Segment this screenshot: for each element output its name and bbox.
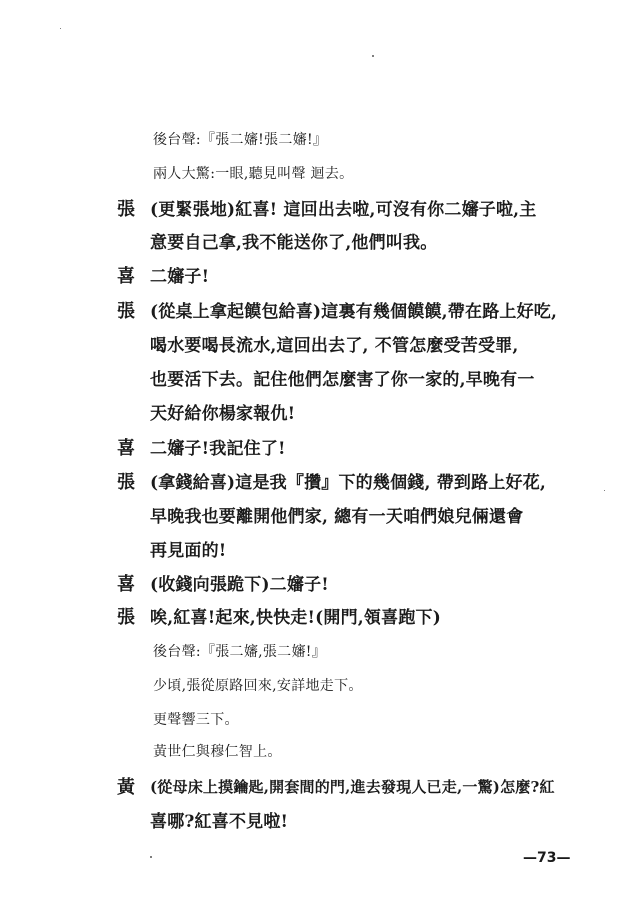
speaker-label: 黃 bbox=[117, 777, 135, 798]
scan-speck bbox=[60, 28, 61, 29]
scan-speck bbox=[604, 490, 605, 491]
speaker-label: 喜 bbox=[117, 438, 135, 459]
stage-direction: 更聲響三下。 bbox=[153, 712, 239, 728]
page-number: —73— bbox=[523, 850, 571, 866]
dialogue-line: 唉,紅喜!起來,快快走!(開門,領喜跑下) bbox=[150, 608, 441, 628]
scan-speck bbox=[150, 856, 152, 858]
dialogue-line: (從母床上摸鑰匙,開套間的門,進去發現人已走,一驚)怎麼?紅 bbox=[150, 778, 555, 796]
speaker-label: 張 bbox=[117, 301, 135, 322]
speaker-label: 喜 bbox=[117, 266, 135, 287]
speaker-label: 喜 bbox=[117, 574, 135, 595]
dialogue-line: (收錢向張跪下)二嬸子! bbox=[150, 575, 329, 595]
dialogue-line: 再見面的! bbox=[150, 541, 227, 561]
scan-speck bbox=[372, 55, 374, 57]
dialogue-line: 二嬸子! bbox=[150, 267, 210, 287]
speaker-label: 張 bbox=[117, 607, 135, 628]
dialogue-line: 二嬸子!我記住了! bbox=[150, 439, 286, 459]
dialogue-line: (從桌上拿起饃包給喜)這裏有幾個饃饃,帶在路上好吃, bbox=[150, 302, 558, 322]
speaker-label: 張 bbox=[117, 199, 135, 220]
dialogue-line: (更緊張地)紅喜! 這回出去啦,可沒有你二嬸子啦,主 bbox=[150, 200, 537, 220]
stage-direction: 後台聲:『張二嬸!張二嬸!』 bbox=[153, 132, 328, 148]
dialogue-line: 早晚我也要離開他們家, 總有一天咱們娘兒倆還會 bbox=[150, 507, 524, 527]
dialogue-line: 意要自己拿,我不能送你了,他們叫我。 bbox=[150, 233, 438, 253]
stage-direction: 兩人大驚:一眼,聽見叫聲 迴去。 bbox=[153, 166, 354, 182]
stage-direction: 後台聲:『張二嬸,張二嬸!』 bbox=[153, 644, 326, 660]
dialogue-line: 喝水要喝長流水,這回出去了, 不管怎麼受苦受罪, bbox=[150, 336, 519, 356]
dialogue-line: 天好給你楊家報仇! bbox=[150, 404, 296, 424]
speaker-label: 張 bbox=[117, 472, 135, 493]
dialogue-line: (拿錢給喜)這是我『攢』下的幾個錢, 帶到路上好花, bbox=[150, 473, 547, 493]
dialogue-line: 也要活下去。記住他們怎麼害了你一家的,早晚有一 bbox=[150, 370, 535, 390]
stage-direction: 黃世仁與穆仁智上。 bbox=[153, 744, 282, 760]
dialogue-line: 喜哪?紅喜不見啦! bbox=[150, 812, 289, 832]
stage-direction: 少頃,張從原路回來,安詳地走下。 bbox=[153, 678, 363, 694]
